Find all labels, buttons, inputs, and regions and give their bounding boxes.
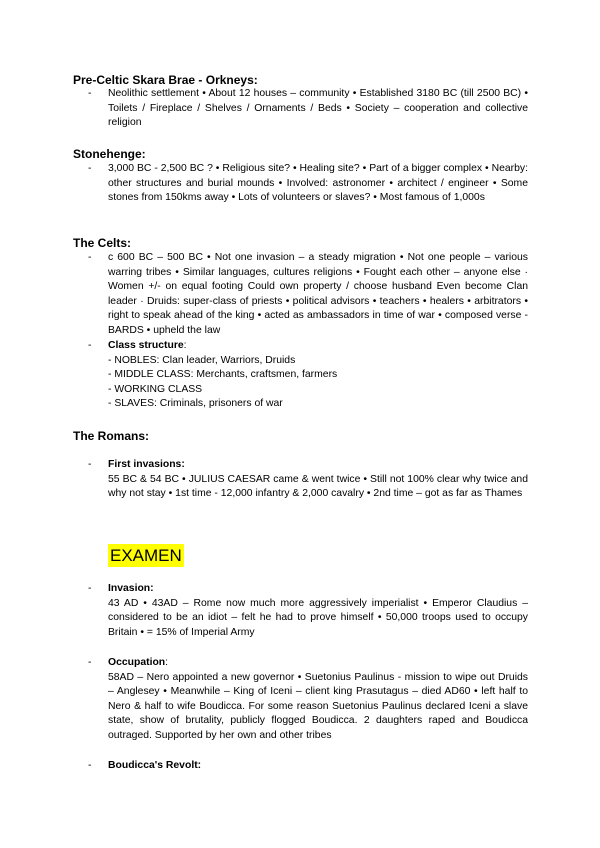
list-dash: - — [88, 88, 92, 99]
first-invasions-block — [108, 458, 528, 502]
list-item-first-invasions — [88, 458, 528, 502]
heading-stonehenge: Stonehenge: — [73, 147, 146, 161]
list-dash: - — [88, 163, 92, 174]
list-item-boudicca — [88, 759, 528, 774]
list-item-occupation — [88, 656, 528, 743]
list-item-invasion — [88, 582, 528, 640]
boudicca-label: Boudicca's Revolt: — [108, 760, 202, 771]
list-item-stonehenge — [88, 162, 528, 206]
list-dash: - — [88, 340, 92, 351]
paragraph-pre-celtic: Neolithic settlement • About 12 houses – community • Established 3180 BC (till 2500 BC) • Toilets / Fireplace / Shelves / Ornaments / Beds • Society – cooperation and collective religion — [108, 88, 528, 128]
list-dash: - — [88, 760, 92, 771]
heading-romans: The Romans: — [73, 429, 150, 443]
examen-highlight: EXAMEN — [110, 546, 182, 565]
class-line-middle: - MIDDLE CLASS: Merchants, craftsmen, farmers — [108, 369, 338, 380]
paragraph-stonehenge: 3,000 BC - 2,500 BC ? • Religious site? • Healing site? • Part of a bigger complex • Nearby: other structures and burial mounds • Involved: astronomer • architect / engineer • Some stones from 150kms away • Lots of volunteers or slaves? • Most famous of 1,000s — [108, 163, 528, 203]
invasion-block — [108, 582, 528, 640]
list-dash: - — [88, 583, 92, 594]
occupation-label: Occupation — [108, 657, 166, 668]
boudicca-block — [108, 759, 528, 774]
class-structure-label: Class structure — [108, 340, 184, 351]
class-line-slaves: - SLAVES: Criminals, prisoners of war — [108, 398, 283, 409]
paragraph-celts: c 600 BC – 500 BC • Not one invasion – a steady migration • Not one people – various warring tribes • Similar languages, cultures religions • Fought each other – anyone else · Women +/- on equal footing Could own property / choose husband Even become Clan leader · Druids: super-class of priests • political advisors • teachers • healers • arbitrators • right to speak ahead of the king • acted as ambassadors in time of war • composed verse - BARDS • upheld the law — [108, 252, 528, 336]
class-structure-colon: : — [183, 340, 187, 351]
heading-pre-celtic: Pre-Celtic Skara Brae - Orkneys: — [73, 73, 258, 87]
paragraph-invasion: 43 AD • 43AD – Rome now much more aggressively imperialist • Emperor Claudius – considered to be an idiot – felt he had to prove himself • 50,000 troops used to occupy Britain • = 15% of Imperial Army — [108, 597, 528, 638]
list-item-pre-celtic — [88, 87, 528, 131]
heading-celts: The Celts: — [73, 236, 132, 250]
list-item-celts — [88, 251, 528, 338]
first-invasions-label: First invasions: — [108, 459, 185, 470]
occupation-block — [108, 656, 528, 743]
class-structure-block — [108, 339, 528, 412]
class-line-working: - WORKING CLASS — [108, 383, 203, 395]
paragraph-first-invasions: 55 BC & 54 BC • JULIUS CAESAR came & went twice • Still not 100% clear why twice and why not stay • 1st time - 12,000 infantry & 2,000 cavalry • 2nd time – got as far as Thames — [108, 473, 528, 499]
list-dash: - — [88, 252, 92, 263]
list-dash: - — [88, 459, 92, 470]
class-line-nobles: - NOBLES: Clan leader, Warriors, Druids — [108, 354, 296, 366]
list-dash: - — [88, 657, 92, 668]
invasion-label: Invasion: — [108, 583, 154, 594]
occupation-colon: : — [165, 657, 169, 668]
list-item-class-structure — [88, 339, 528, 412]
paragraph-occupation: 58AD – Nero appointed a new governor • Suetonius Paulinus - mission to wipe out Druids – Anglesey • Meanwhile – King of Iceni – client king Prasutagus – died AD60 • left half to Nero & half to wife Boudicca. For some reason Suetonius Paulinus declared Iceni a slave state, show of brutality, publicly flogged Boudicca. 2 daughters raped and Boudicca outraged. Supported by her own and other tribes — [108, 671, 528, 741]
